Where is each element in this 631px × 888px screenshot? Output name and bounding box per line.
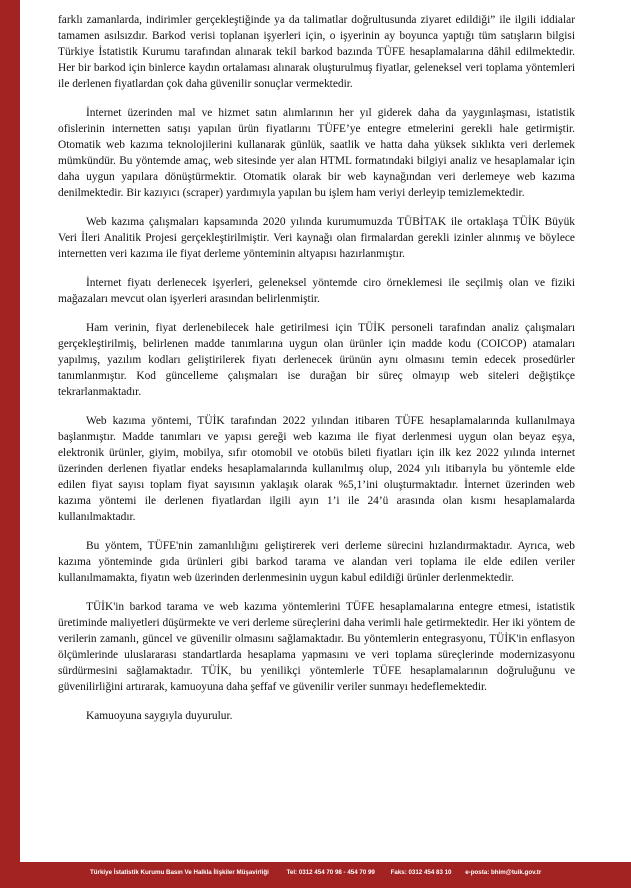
left-accent-bar: [0, 0, 20, 888]
paragraph-2: İnternet üzerinden mal ve hizmet satın alımlarının her yıl giderek daha da yaygınlaşması, istatistik ofislerinin internetten satışı yapılan ürün fiyatlarını TÜFE’ye entegre etmelerini gerekli hale getirmiştir. Otomatik web kazıma teknolojilerini kullanarak günlük, saatlik ve hatta daha yüksek sıklıkta veri derlemek mümkündür. Bu yöntemde amaç, web sitesinde yer alan HTML formatındaki bilgiyi analiz ve hesaplamalar için daha uygun yapılara dönüştürmektir. Otomatik olarak bir web kaynağından veri derlemeye web kazıma denilmektedir. Bir kazıyıcı (scraper) yardımıyla yapılan bu işlem ham veriyi derleyip temizlemektedir.: [58, 107, 575, 199]
paragraph-1: farklı zamanlarda, indirimler gerçekleştiğinde ya da talimatlar doğrultusunda ziyaret edildiği” ile ilgili iddialar tamamen asılsızdır. Barkod verisi toplanan işyerleri için, o işyerinin ay boyunca yaptığı tüm satışların bilgisi Türkiye İstatistik Kurumu tarafından alınarak tekil barkod bazında TÜFE hesaplamalarına dâhil edilmektedir. Her bir barkod için binlerce kaydın ortalaması alınarak oluşturulmuş fiyatlar, geleneksel veri toplama yöntemleri ile derlenen fiyatlardan çok daha güvenilir sonuçlar vermektedir.: [58, 14, 575, 90]
paragraph-8: TÜİK'in barkod tarama ve web kazıma yöntemlerini TÜFE hesaplamalarına entegre etmesi, istatistik üretiminde maliyetleri düşürmekte ve veri derleme süreçlerini daha verimli hale getirmektedir. Her iki yöntem de verilerin zamanlı, güncel ve güvenilir olmasını sağlamaktadır. Bu yöntemlerin entegrasyonu, TÜİK'in enflasyon ölçümlerinde uluslararası standartlarda hesaplama yapmasını ve veri toplama süreçlerinde modernizasyonu sürdürmesini sağlamaktadır. TÜİK, bu yenilikçi yöntemlerle TÜFE hesaplamalarının doğruluğunu ve güvenilirliğini artırarak, kamuoyuna daha şeffaf ve güvenilir veriler sunmayı hedeflemektedir.: [58, 601, 575, 693]
footer-organization: Türkiye İstatistik Kurumu Basın Ve Halkla İlişkiler Müşavirliği: [90, 869, 269, 876]
footer-phone: Tel: 0312 454 70 98 - 454 70 99: [286, 869, 375, 876]
paragraph-5: Ham verinin, fiyat derlenebilecek hale getirilmesi için TÜİK personeli tarafından analiz çalışmaları gerçekleştirilmiş, belirlenen madde tanımlarına uygun olan ürünler için madde kodu (COICOP) atamaları yapılmış, yazılım kodları geliştirilerek fiyatı derlenecek ürünün aynı olmasını temin edecek prosedürler tanımlanmıştır. Kod güncelleme çalışmaları ise durağan bir süreç olmayıp web siteleri değiştikçe tekrarlanmaktadır.: [58, 322, 575, 398]
closing-line: Kamuoyuna saygıyla duyurulur.: [86, 710, 233, 722]
footer-fax: Faks: 0312 454 83 10: [390, 869, 452, 876]
footer-bar: [0, 862, 631, 888]
paragraph-3: Web kazıma çalışmaları kapsamında 2020 yılında kurumumuzda TÜBİTAK ile ortaklaşa TÜİK Büyük Veri İleri Analitik Projesi gerçekleştirilmiştir. Veri kaynağı olan firmalardan gerekli izinler alınmış ve böylece internetten veri kazıma ile fiyat derleme yönteminin altyapısı hazırlanmıştır.: [58, 216, 575, 260]
paragraph-4: İnternet fiyatı derlenecek işyerleri, geleneksel yöntemde ciro örneklemesi ile seçilmiş olan ve fiziki mağazaları mevcut olan işyerleri arasından belirlenmiştir.: [58, 277, 575, 305]
footer-email: e-posta: bhim@tuik.gov.tr: [465, 869, 542, 876]
paragraph-6: Web kazıma yöntemi, TÜİK tarafından 2022 yılından itibaren TÜFE hesaplamalarında kullanılmaya başlanmıştır. Madde tanımları ve yapısı gereği web kazıma ile fiyat derlenmesi uygun olan beyaz eşya, elektronik ürünler, giyim, mobilya, sıfır otomobil ve otobüs bileti fiyatları için ilk kez 2022 yılında internet üzerinden derlenen fiyatlar endeks hesaplamalarında kullanılmış olup, 2024 yılı itibarıyla bu yöntemle elde edilen fiyat sayısı toplam fiyat sayısının yaklaşık olarak %5,1’ini oluşturmaktadır. İnternet üzerinden web kazıma yöntemi ile derlenen fiyatlardan ilgili ayın 1’i ile 24’ü arasında olan kısmı hesaplamalarda kullanılmaktadır.: [58, 415, 575, 523]
paragraph-7: Bu yöntem, TÜFE'nin zamanlılığını geliştirerek veri derleme sürecini hızlandırmaktadır. Ayrıca, web kazıma yönteminde gıda ürünleri gibi barkod tarama ve alandan veri toplama ile elde edilen veriler kullanılmamakta, fiyatın web üzerinden derlenmesinin uygun kabul edildiği ürünler derlenmektedir.: [58, 540, 575, 584]
document-body: [58, 12, 575, 737]
